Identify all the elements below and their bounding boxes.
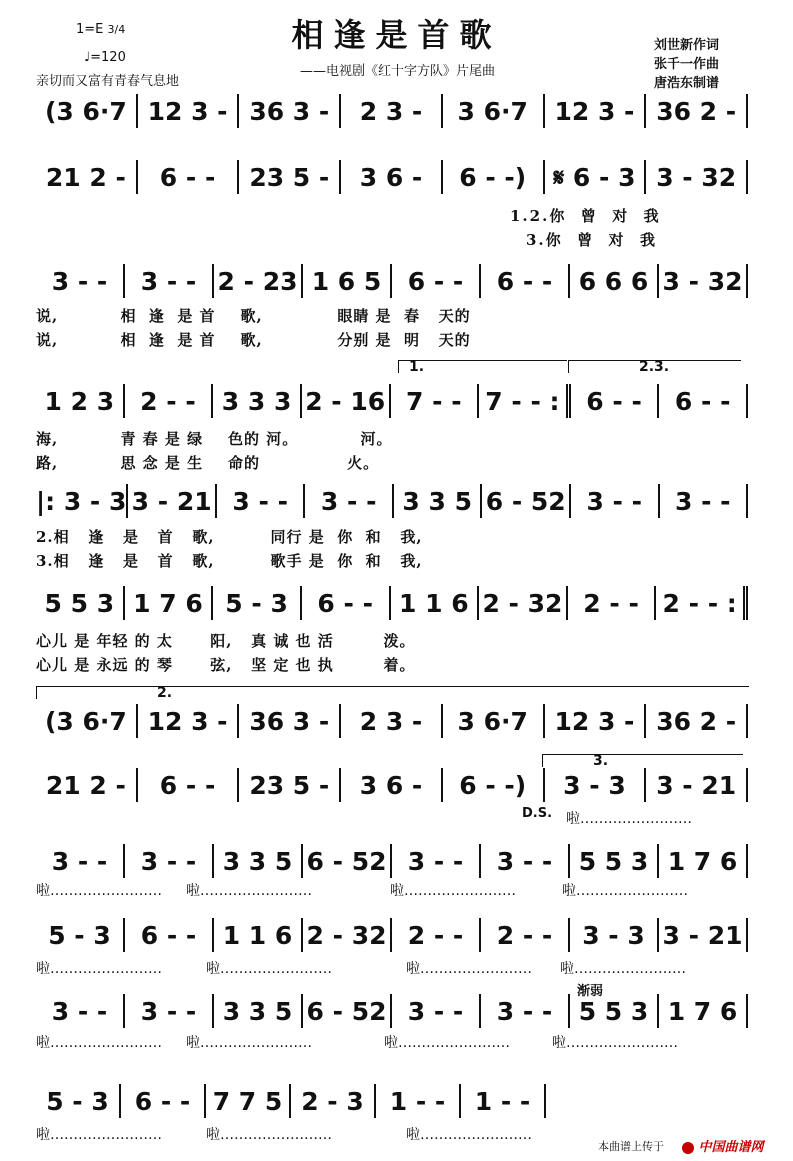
lyric-la: 啦…………………… xyxy=(552,1035,678,1051)
lyric-line: 3.相 逢 是 首 歌, 歌手 是 你 和 我, xyxy=(36,552,423,570)
measure: 1 7 6 xyxy=(659,844,748,878)
measure: 23 5 - xyxy=(239,768,341,802)
measure: 3 6·7 xyxy=(443,94,545,128)
measure: 1 - - xyxy=(376,1084,461,1118)
measure: 1 - - xyxy=(461,1084,546,1118)
logo-icon xyxy=(682,1142,694,1154)
measure: 3 - - xyxy=(305,484,394,518)
arranger: 唐浩东制谱 xyxy=(654,76,720,91)
measure: 2 3 - xyxy=(341,704,443,738)
measure: 3 - - xyxy=(36,994,125,1028)
measure: 𝄋 6 - 3 xyxy=(545,160,647,194)
measure: 3 - - xyxy=(481,844,570,878)
measure: 3 3 5 xyxy=(214,994,303,1028)
measure: 1 7 6 xyxy=(125,586,214,620)
measure: 2 - 16 xyxy=(302,384,391,418)
measure: 3 - - xyxy=(36,264,125,298)
measure: 5 - 3 xyxy=(213,586,302,620)
score-row-10 xyxy=(36,914,748,952)
score-row-4 xyxy=(36,380,748,418)
measure: 3 - - xyxy=(571,484,660,518)
measure: 5 - 3 xyxy=(36,918,125,952)
measure: 23 5 - xyxy=(239,160,341,194)
measure: 2 - 32 xyxy=(303,918,392,952)
expression-mark: 亲切而又富有青春气息地 xyxy=(36,74,180,89)
lyric-line: 心儿 是 年轻 的 太 阳, 真 诚 也 活 泼。 xyxy=(36,632,416,650)
measure: 2 - 32 xyxy=(479,586,568,620)
dal-segno-mark: D.S. xyxy=(522,806,553,821)
measure: 3 - 32 xyxy=(659,264,748,298)
measure: 12 3 - xyxy=(138,94,240,128)
lyric-la: 啦…………………… xyxy=(36,1035,162,1051)
measure: 3 - 3 xyxy=(545,768,647,802)
lyric-la: 啦…………………… xyxy=(206,1127,332,1143)
lyric-la: 啦…………………… xyxy=(406,1127,532,1143)
volta-bracket: 3. xyxy=(542,754,743,767)
measure: 6 - - xyxy=(659,384,748,418)
measure: 6 6 6 xyxy=(570,264,659,298)
measure: 3 - - xyxy=(392,994,481,1028)
volta-bracket: 2. xyxy=(36,686,749,699)
measure: 5 - 3 xyxy=(36,1084,121,1118)
lyric-la: 啦…………………… xyxy=(390,883,516,899)
measure: 6 - - xyxy=(481,264,570,298)
score-row-6 xyxy=(36,582,748,620)
score-row-11 xyxy=(36,990,748,1028)
measure: 3 - - xyxy=(36,844,125,878)
measure: 3 3 5 xyxy=(394,484,483,518)
lyric-line: 海, 青 春 是 绿 色的 河。 河。 xyxy=(36,430,393,448)
measure: 3 - 21 xyxy=(659,918,748,952)
measure: 3 - - xyxy=(217,484,306,518)
measure: 2 - - : xyxy=(656,586,748,620)
measure: 3 - 32 xyxy=(646,160,748,194)
measure: 7 - - xyxy=(391,384,480,418)
measure: 3 6·7 xyxy=(443,704,545,738)
measure: 12 3 - xyxy=(138,704,240,738)
measure: 3 - 21 xyxy=(646,768,748,802)
score-row-5 xyxy=(36,480,748,518)
lyric-la: 啦…………………… xyxy=(566,811,692,827)
measure: 6 - - xyxy=(392,264,481,298)
measure: 2 - - xyxy=(125,384,214,418)
time-signature: 3/4 xyxy=(107,23,126,36)
lyric-line: 说, 相 逢 是 首 歌, 分别 是 明 天的 xyxy=(36,331,471,349)
measure: 2 - 3 xyxy=(291,1084,376,1118)
measure: 6 - 52 xyxy=(303,994,392,1028)
measure: 6 - -) xyxy=(443,160,545,194)
measure: 2 - 23 xyxy=(214,264,303,298)
measure: 21 2 - xyxy=(36,160,138,194)
volta-bracket: 1. xyxy=(398,360,567,373)
lyric-line: 2.相 逢 是 首 歌, 同行 是 你 和 我, xyxy=(36,528,423,546)
volta-bracket: 2.3. xyxy=(568,360,741,373)
measure: 6 - 52 xyxy=(482,484,571,518)
score-row-7 xyxy=(36,700,748,738)
measure: 6 - - xyxy=(125,918,214,952)
measure: 12 3 - xyxy=(545,704,647,738)
measure: 2 - - xyxy=(568,586,657,620)
measure: 5 5 3 xyxy=(570,994,659,1028)
measure: 1 7 6 xyxy=(659,994,748,1028)
lyric-la: 啦…………………… xyxy=(562,883,688,899)
measure: 5 5 3 xyxy=(36,586,125,620)
lyric-line: 路, 思 念 是 生 命的 火。 xyxy=(36,454,380,472)
lyric-la: 啦…………………… xyxy=(206,961,332,977)
measure: 3 6 - xyxy=(341,160,443,194)
measure: 21 2 - xyxy=(36,768,138,802)
lyric-la: 啦…………………… xyxy=(560,961,686,977)
measure: 1 1 6 xyxy=(214,918,303,952)
score-row-1 xyxy=(36,90,748,128)
measure: 36 3 - xyxy=(239,94,341,128)
score-row-9 xyxy=(36,840,748,878)
lyric-la: 啦…………………… xyxy=(384,1035,510,1051)
measure: 1 6 5 xyxy=(303,264,392,298)
measure: 3 - - xyxy=(125,844,214,878)
key-signature: 1=E 3/4 xyxy=(76,22,126,37)
measure: 2 - - xyxy=(392,918,481,952)
measure: 3 3 3 xyxy=(213,384,302,418)
measure: 1 1 6 xyxy=(391,586,480,620)
measure: 2 - - xyxy=(481,918,570,952)
measure: 5 5 3 xyxy=(570,844,659,878)
score-row-3 xyxy=(36,260,748,298)
measure: 36 2 - xyxy=(646,704,748,738)
measure: 6 - - xyxy=(138,160,240,194)
lyric-line: 1.2.你 曾 对 我 xyxy=(510,207,661,225)
measure: 6 - - xyxy=(571,384,660,418)
measure: 3 - - xyxy=(125,994,214,1028)
measure: 3 - - xyxy=(125,264,214,298)
upload-note: 本曲谱上传于 xyxy=(598,1140,664,1153)
lyric-la: 啦…………………… xyxy=(186,1035,312,1051)
lyric-la: 啦…………………… xyxy=(36,1127,162,1143)
measure: 3 3 5 xyxy=(214,844,303,878)
site-logo: 中国曲谱网 xyxy=(682,1136,764,1155)
lyric-la: 啦…………………… xyxy=(36,883,162,899)
score-row-2 xyxy=(36,156,748,194)
measure: 3 - - xyxy=(392,844,481,878)
measure: 6 - - xyxy=(138,768,240,802)
composer: 张千一作曲 xyxy=(654,57,720,72)
measure: 6 - -) xyxy=(443,768,545,802)
tempo: ♩=120 xyxy=(84,50,126,65)
measure: 6 - - xyxy=(302,586,391,620)
measure: 3 6 - xyxy=(341,768,443,802)
measure: 6 - - xyxy=(121,1084,206,1118)
lyricist: 刘世新作词 xyxy=(654,38,720,53)
measure: 3 - - xyxy=(660,484,749,518)
measure: 3 - 21 xyxy=(128,484,217,518)
measure: 3 - 3 xyxy=(570,918,659,952)
lyric-la: 啦…………………… xyxy=(186,883,312,899)
measure: 6 - 52 xyxy=(303,844,392,878)
measure: 36 3 - xyxy=(239,704,341,738)
measure: 36 2 - xyxy=(646,94,748,128)
page-title: 相逢是首歌 xyxy=(291,16,502,54)
lyric-line: 说, 相 逢 是 首 歌, 眼睛 是 春 天的 xyxy=(36,307,471,325)
measure: 3 - - xyxy=(481,994,570,1028)
measure: 7 7 5 xyxy=(206,1084,291,1118)
lyric-la: 啦…………………… xyxy=(36,961,162,977)
measure: (3 6·7 xyxy=(36,94,138,128)
measure: 12 3 - xyxy=(545,94,647,128)
lyric-line: 心儿 是 永远 的 琴 弦, 坚 定 也 执 着。 xyxy=(36,656,416,674)
lyric-line: 3.你 曾 对 我 xyxy=(526,231,657,249)
measure: (3 6·7 xyxy=(36,704,138,738)
score-row-12 xyxy=(36,1080,546,1118)
subtitle: ——电视剧《红十字方队》片尾曲 xyxy=(300,64,496,79)
measure: |: 3 - 3 xyxy=(36,484,128,518)
measure: 7 - - : xyxy=(479,384,571,418)
score-row-8 xyxy=(36,764,748,802)
measure: 2 3 - xyxy=(341,94,443,128)
lyric-la: 啦…………………… xyxy=(406,961,532,977)
diminuendo-mark: 渐弱 xyxy=(577,984,604,999)
measure: 1 2 3 xyxy=(36,384,125,418)
